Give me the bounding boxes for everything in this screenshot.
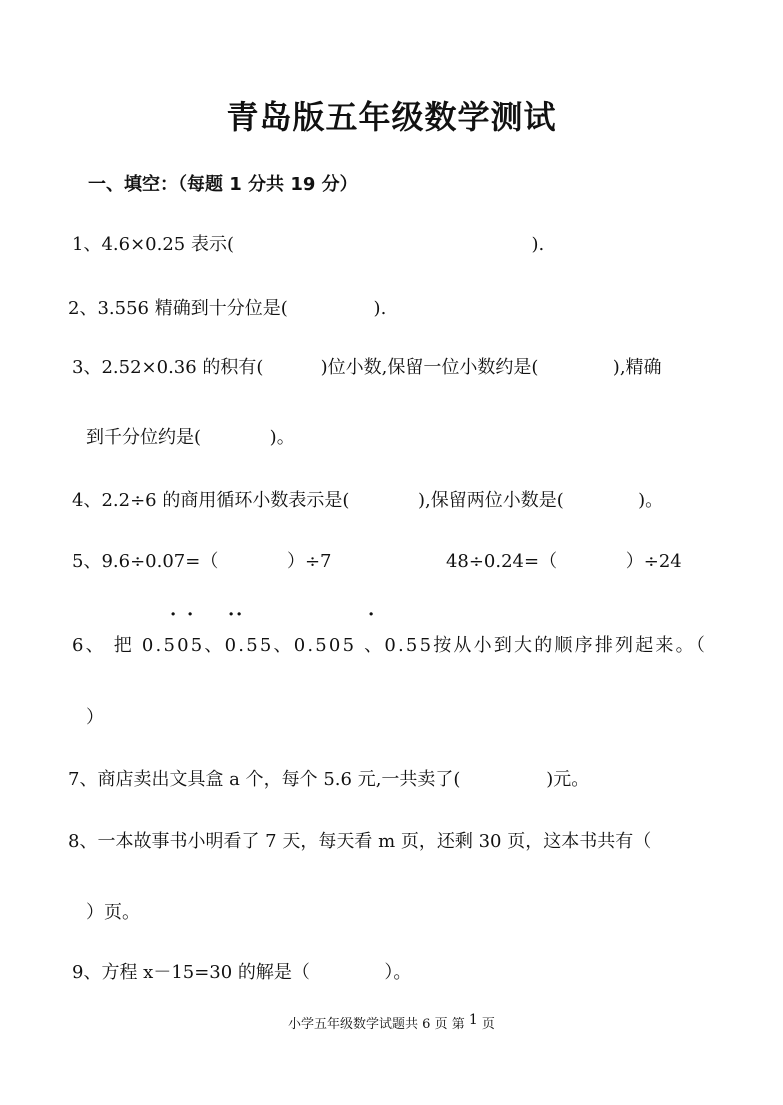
footer-text: 小学五年级数学试题共 6 页 第	[288, 1017, 465, 1032]
question-5: 5、9.6÷0.07=（ ）÷7 48÷0.24=（ ）÷24	[72, 551, 682, 572]
repeat-dot-mark: ·	[236, 604, 243, 625]
page-title: 青岛版五年级数学测试	[226, 98, 557, 136]
repeat-dot-mark: ·	[187, 604, 194, 625]
question-4: 4、2.2÷6 的商用循环小数表示是( ),保留两位小数是( )。	[72, 490, 664, 511]
page-footer	[0, 1013, 783, 1032]
question-6-line-1: 6、 把 0.505、0.55、0.505 、0.55按从小到大的顺序排列起来。（	[72, 635, 708, 656]
question-1: 1、4.6×0.25 表示( ).	[72, 234, 545, 255]
question-3-line-2: 到千分位约是( )。	[86, 427, 295, 448]
section-heading: 一、填空：（每题 1 分共 19 分）	[88, 174, 358, 195]
question-8-line-2: ）页。	[86, 902, 140, 923]
question-9: 9、方程 x－15=30 的解是（ ）。	[72, 962, 412, 983]
question-8-line-1: 8、一本故事书小明看了 7 天，每天看 m 页，还剩 30 页，这本书共有（	[68, 831, 652, 852]
footer-page-number: 1	[468, 1012, 478, 1028]
repeat-dot-mark: ·	[368, 604, 375, 625]
footer-page-suffix: 页	[481, 1017, 495, 1032]
question-3-line-1: 3、2.52×0.36 的积有( )位小数,保留一位小数约是( ),精确	[72, 357, 662, 378]
question-6-line-2: ）	[86, 707, 104, 728]
question-2: 2、3.556 精确到十分位是( ).	[68, 298, 387, 319]
repeat-dot-mark: ·	[228, 604, 235, 625]
question-7: 7、商店卖出文具盒 a 个，每个 5.6 元,一共卖了( )元。	[68, 769, 590, 790]
repeat-dot-mark: ·	[170, 604, 177, 625]
